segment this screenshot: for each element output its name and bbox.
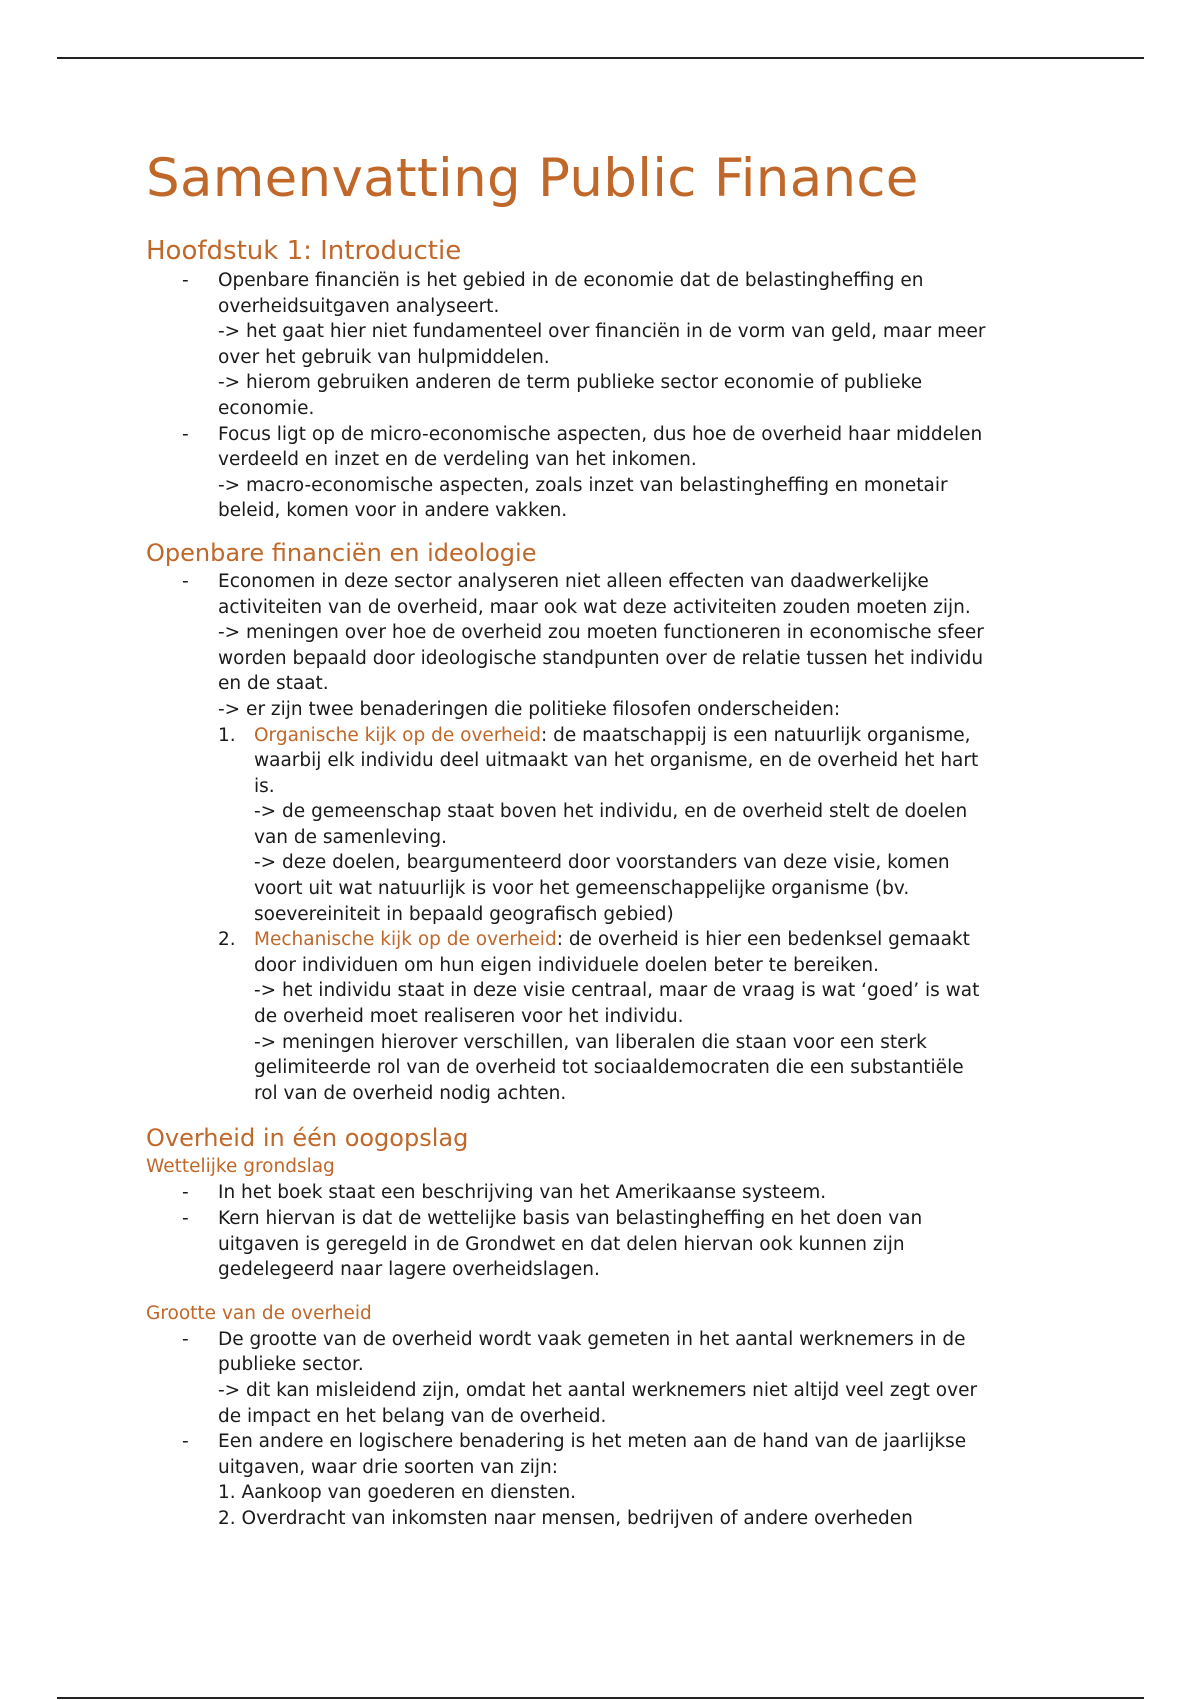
text-line: activiteiten van de overheid, maar ook wat deze activiteiten zouden moeten zijn. (218, 596, 971, 618)
numbered-item (146, 927, 1066, 1106)
bullet-item (146, 422, 1066, 524)
bullet-item (146, 1180, 1066, 1206)
text-line: overheidsuitgaven analyseert. (218, 295, 500, 317)
highlighted-term: Mechanische kijk op de overheid (254, 929, 557, 951)
text-line: -> de gemeenschap staat boven het individu, en de overheid stelt de doelen (254, 801, 968, 823)
text-line: - In het boek staat een beschrijving van het Amerikaanse systeem. (218, 1182, 827, 1204)
text-line: -> meningen hierover verschillen, van liberalen die staan voor een sterk (254, 1031, 927, 1053)
text-line: -> deze doelen, beargumenteerd door voorstanders van deze visie, komen (254, 852, 950, 874)
bullet-item (146, 1429, 1066, 1531)
text-line (254, 723, 1066, 749)
text-line: rol van de overheid nodig achten. (254, 1082, 567, 1104)
text-line: worden bepaald door ideologische standpunten over de relatie tussen het individu (218, 647, 984, 669)
text-line: - Economen in deze sector analyseren niet alleen effecten van daadwerkelijke (218, 570, 929, 592)
text-line: -> er zijn twee benaderingen die politieke filosofen onderscheiden: (218, 698, 841, 720)
text-line: publieke sector. (218, 1354, 364, 1376)
text-line: - Focus ligt op de micro-economische aspecten, dus hoe de overheid haar middelen (218, 423, 983, 445)
text-fragment: : de overheid is hier een bedenksel gemaakt (556, 929, 970, 951)
document-title: Samenvatting Public Finance (146, 148, 919, 209)
text-line: -> het individu staat in deze visie centraal, maar de vraag is wat ‘goed’ is wat (254, 980, 980, 1002)
bullet-item (146, 1327, 1066, 1429)
text-line: - Openbare financiën is het gebied in de economie dat de belastingheffing en (218, 270, 924, 291)
bullet-item (146, 268, 1066, 422)
item-number: 1. (218, 724, 236, 746)
item-number: 2. (218, 929, 236, 951)
text-line (254, 927, 1066, 953)
bullet-item (146, 569, 1066, 723)
numbered-item (146, 723, 1066, 928)
text-line: uitgaven, waar drie soorten van zijn: (218, 1456, 559, 1478)
text-line: gedelegeerd naar lagere overheidslagen. (218, 1259, 600, 1281)
text-line: en de staat. (218, 673, 329, 695)
text-line: gelimiteerde rol van de overheid tot sociaaldemocraten die een substantiële (254, 1057, 964, 1079)
section-heading-ideologie: Openbare financiën en ideologie (146, 538, 537, 567)
section-heading-overheid: Overheid in één oogopslag (146, 1124, 469, 1153)
text-line: is. (254, 775, 275, 797)
chapter-heading: Hoofdstuk 1: Introductie (146, 236, 462, 266)
top-rule (57, 57, 1144, 59)
text-line: -> meningen over hoe de overheid zou moeten functioneren in economische sfeer (218, 622, 984, 644)
text-line: beleid, komen voor in andere vakken. (218, 500, 568, 522)
subsection-heading: Grootte van de overheid (146, 1302, 372, 1324)
text-line: soevereiniteit in bepaald geografisch gebied) (254, 903, 674, 925)
text-line: door individuen om hun eigen individuele doelen beter te bereiken. (254, 954, 879, 976)
text-line: over het gebruik van hulpmiddelen. (218, 346, 550, 368)
text-line: van de samenleving. (254, 826, 447, 848)
text-line: uitgaven is geregeld in de Grondwet en dat delen hiervan ook kunnen zijn (218, 1233, 905, 1255)
bullet-item (146, 1206, 1066, 1283)
text-line: verdeeld en inzet en de verdeling van het inkomen. (218, 449, 697, 471)
highlighted-term: Organische kijk op de overheid (254, 724, 542, 746)
text-line: de impact en het belang van de overheid. (218, 1405, 607, 1427)
text-line: - De grootte van de overheid wordt vaak gemeten in het aantal werknemers in de (218, 1328, 966, 1350)
text-line: 2. Overdracht van inkomsten naar mensen, bedrijven of andere overheden (218, 1507, 913, 1529)
text-fragment: : de maatschappij is een natuurlijk organisme, (541, 724, 971, 746)
document-body (146, 140, 1066, 1532)
text-line: voort uit wat natuurlijk is voor het gemeenschappelijke organisme (bv. (254, 878, 910, 900)
text-line: - Een andere en logischere benadering is het meten aan de hand van de jaarlijkse (218, 1431, 967, 1453)
text-line: 1. Aankoop van goederen en diensten. (218, 1482, 577, 1504)
text-line: -> dit kan misleidend zijn, omdat het aantal werknemers niet altijd veel zegt over (218, 1379, 978, 1401)
text-line: -> macro-economische aspecten, zoals inzet van belastingheffing en monetair (218, 474, 948, 496)
text-line: waarbij elk individu deel uitmaakt van het organisme, en de overheid het hart (254, 750, 979, 772)
bottom-rule (57, 1697, 1144, 1699)
text-line: economie. (218, 397, 315, 419)
text-line: - Kern hiervan is dat de wettelijke basis van belastingheffing en het doen van (218, 1208, 923, 1229)
text-line: -> het gaat hier niet fundamenteel over financiën in de vorm van geld, maar meer (218, 321, 986, 343)
subsection-heading: Wettelijke grondslag (146, 1156, 335, 1178)
text-line: de overheid moet realiseren voor het individu. (254, 1006, 684, 1028)
text-line: -> hierom gebruiken anderen de term publieke sector economie of publieke (218, 372, 923, 394)
